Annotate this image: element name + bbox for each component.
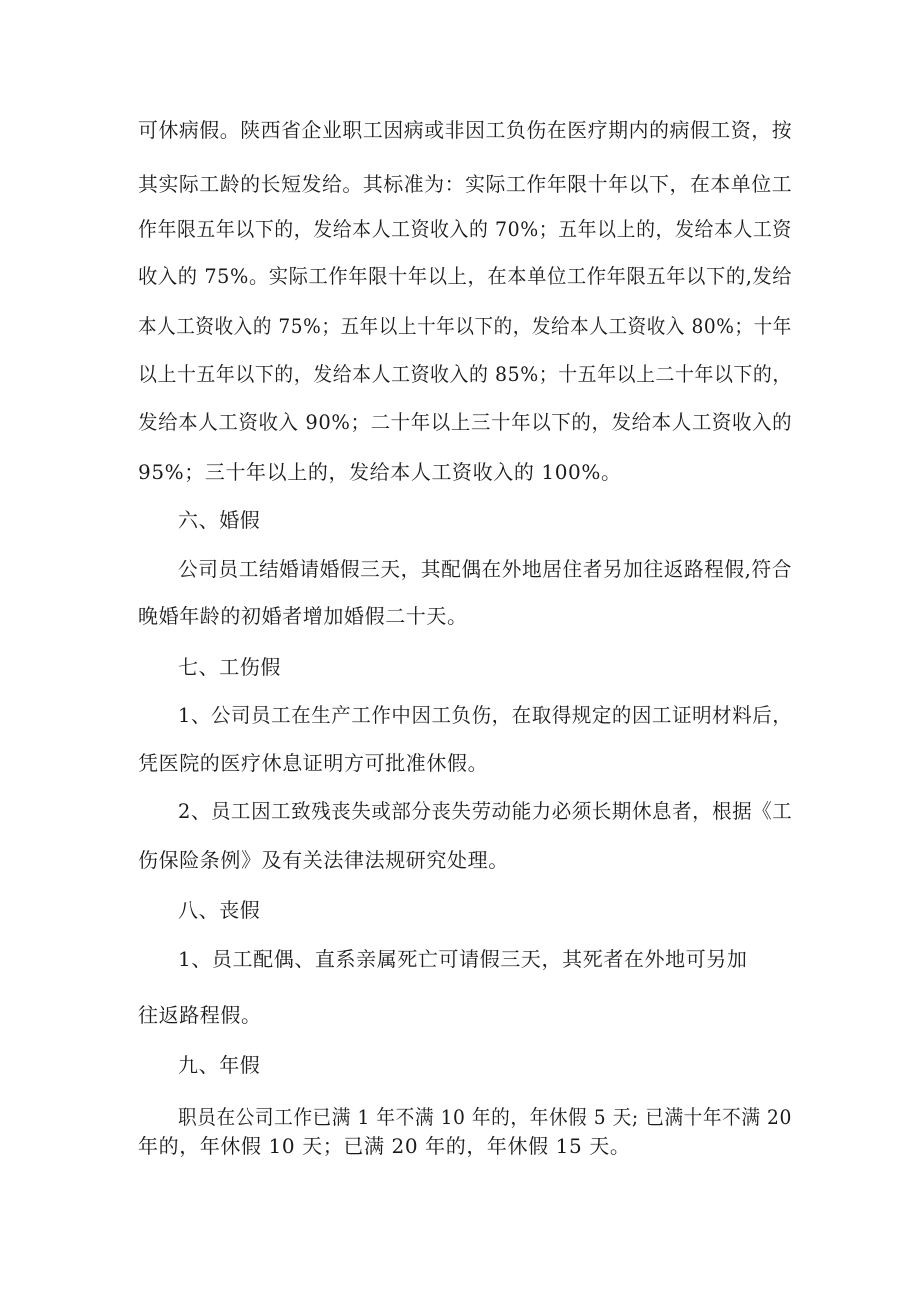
funeral-leave-item1-line-1: 1、员工配偶、直系亲属死亡可请假三天，其死者在外地可另加	[178, 947, 748, 971]
annual-leave-line-2: 年的，年休假 10 天；已满 20 年的，年休假 15 天。	[138, 1134, 631, 1158]
sick-leave-line-7: 发给本人工资收入 90%；二十年以上三十年以下的，发给本人工资收入的	[138, 410, 793, 434]
sick-leave-line-2: 其实际工龄的长短发给。其标准为：实际工作年限十年以下，在本单位工	[138, 172, 793, 196]
injury-leave-item1-line-1: 1、公司员工在生产工作中因工负伤，在取得规定的因工证明材料后，	[178, 703, 793, 727]
injury-leave-item2-line-1: 2、员工因工致残丧失或部分丧失劳动能力必须长期休息者，根据《工	[178, 799, 793, 823]
annual-leave-heading: 九、年假	[178, 1053, 261, 1077]
marriage-leave-heading: 六、婚假	[178, 508, 261, 532]
sick-leave-line-1: 可休病假。陕西省企业职工因病或非因工负伤在医疗期内的病假工资，按	[138, 118, 793, 142]
sick-leave-line-8: 95%；三十年以上的，发给本人工资收入的 100%。	[138, 460, 622, 484]
sick-leave-line-4: 收入的 75%。实际工作年限十年以上，在本单位工作年限五年以下的,发给	[138, 264, 793, 288]
funeral-leave-heading: 八、丧假	[178, 898, 261, 922]
sick-leave-line-6: 以上十五年以下的，发给本人工资收入的 85%；十五年以上二十年以下的，	[138, 362, 792, 386]
injury-leave-item2-line-2: 伤保险条例》及有关法律法规研究处理。	[138, 848, 509, 872]
marriage-leave-line-1: 公司员工结婚请婚假三天，其配偶在外地居住者另加往返路程假,符合	[178, 557, 792, 581]
funeral-leave-item1-line-2: 往返路程假。	[138, 1003, 262, 1027]
annual-leave-line-1: 职员在公司工作已满 1 年不满 10 年的，年休假 5 天; 已满十年不满 20	[178, 1105, 792, 1129]
sick-leave-line-5: 本人工资收入的 75%；五年以上十年以下的，发给本人工资收入 80%；十年	[138, 314, 792, 338]
marriage-leave-line-2: 晚婚年龄的初婚者增加婚假二十天。	[138, 604, 468, 628]
sick-leave-line-3: 作年限五年以下的，发给本人工资收入的 70%；五年以上的，发给本人工资	[138, 217, 792, 241]
injury-leave-heading: 七、工伤假	[178, 655, 281, 679]
injury-leave-item1-line-2: 凭医院的医疗休息证明方可批准休假。	[138, 751, 489, 775]
